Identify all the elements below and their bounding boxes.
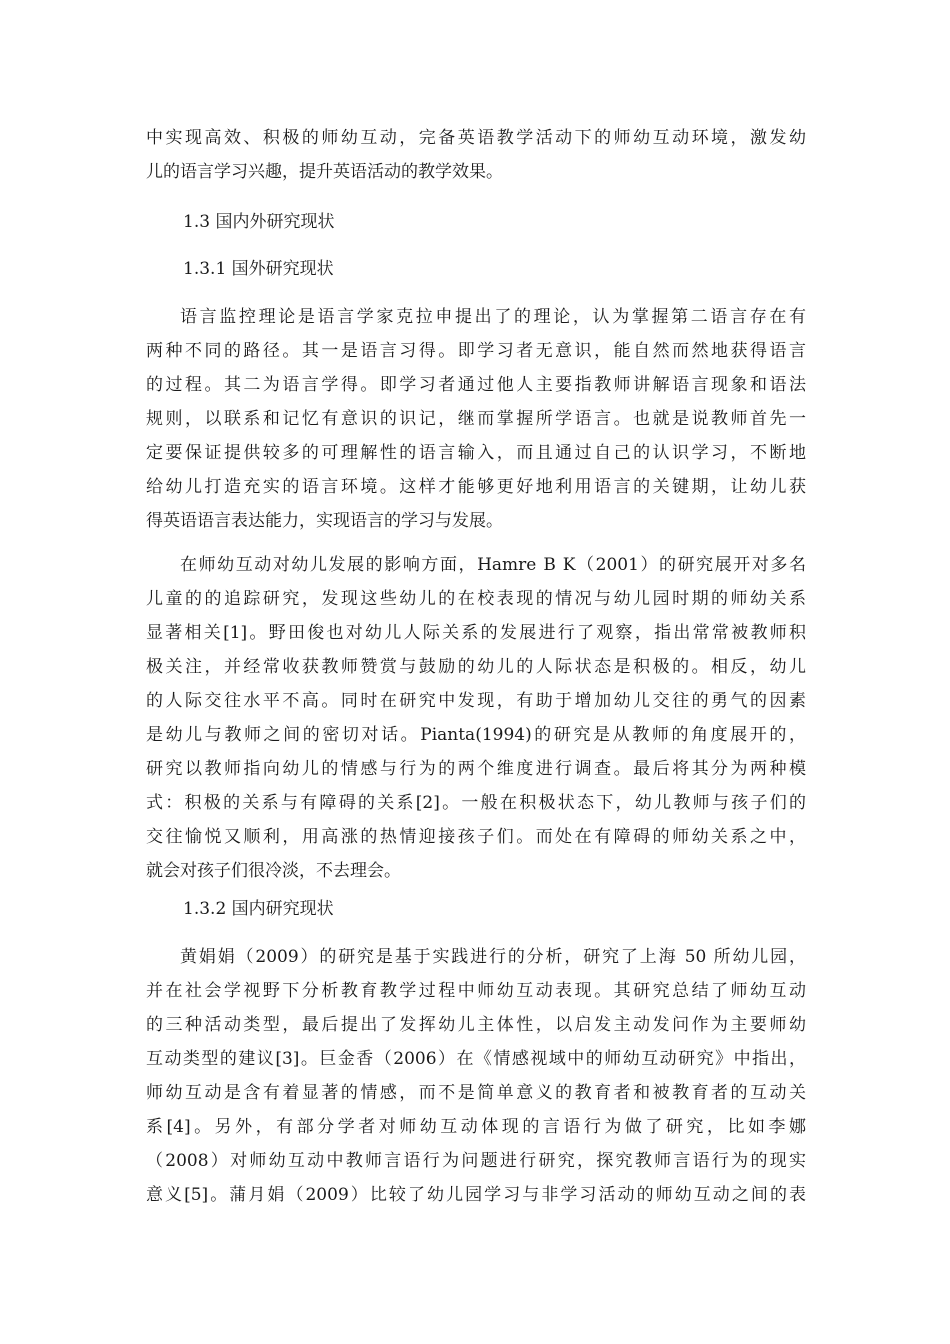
paragraph-line: 的过程。其二为语言学得。即学习者通过他人主要指教师讲解语言现象和语法 <box>146 375 806 395</box>
paragraph-line: 定要保证提供较多的可理解性的语言输入，而且通过自己的认识学习，不断地 <box>146 443 806 463</box>
paragraph-line: （2008）对师幼互动中教师言语行为问题进行研究，探究教师言语行为的现实 <box>146 1151 806 1171</box>
paragraph-line: 儿童的的追踪研究，发现这些幼儿的在校表现的情况与幼儿园时期的师幼关系 <box>146 589 806 609</box>
paragraph-intro <box>146 121 806 189</box>
paragraph-line: 师幼互动是含有着显著的情感，而不是简单意义的教育者和被教育者的互动关 <box>146 1083 806 1103</box>
paragraph-line: 中实现高效、积极的师幼互动，完备英语教学活动下的师幼互动环境，激发幼 <box>146 128 806 148</box>
section-heading-1-3: 1.3 国内外研究现状 <box>183 212 335 232</box>
paragraph-line: 的人际交往水平不高。同时在研究中发现，有助于增加幼儿交往的勇气的因素 <box>146 691 806 711</box>
paragraph-line: 互动类型的建议[3]。巨金香（2006）在《情感视域中的师幼互动研究》中指出， <box>146 1049 806 1069</box>
paragraph-foreign-research <box>146 548 806 888</box>
paragraph-line: 交往愉悦又顺利，用高涨的热情迎接孩子们。而处在有障碍的师幼关系之中， <box>146 827 806 847</box>
paragraph-line: 并在社会学视野下分析教育教学过程中师幼互动表现。其研究总结了师幼互动 <box>146 981 806 1001</box>
paragraph-line: 黄娟娟（2009）的研究是基于实践进行的分析，研究了上海 50 所幼儿园， <box>180 947 806 967</box>
paragraph-line: 意义[5]。蒲月娟（2009）比较了幼儿园学习与非学习活动的师幼互动之间的表 <box>146 1185 806 1205</box>
section-heading-1-3-2: 1.3.2 国内研究现状 <box>183 899 334 919</box>
paragraph-line: 式：积极的关系与有障碍的关系[2]。一般在积极状态下，幼儿教师与孩子们的 <box>146 793 806 813</box>
paragraph-line: 是幼儿与教师之间的密切对话。Pianta(1994)的研究是从教师的角度展开的， <box>146 725 806 745</box>
paragraph-line: 规则，以联系和记忆有意识的识记，继而掌握所学语言。也就是说教师首先一 <box>146 409 806 429</box>
paragraph-line: 儿的语言学习兴趣，提升英语活动的教学效果。 <box>146 162 503 182</box>
section-heading-1-3-1: 1.3.1 国外研究现状 <box>183 259 334 279</box>
paragraph-line: 两种不同的路径。其一是语言习得。即学习者无意识，能自然而然地获得语言 <box>146 341 806 361</box>
paragraph-line: 给幼儿打造充实的语言环境。这样才能够更好地利用语言的关键期，让幼儿获 <box>146 477 806 497</box>
paragraph-line: 系[4]。另外，有部分学者对师幼互动体现的言语行为做了研究，比如李娜 <box>146 1117 806 1137</box>
paragraph-line: 在师幼互动对幼儿发展的影响方面，Hamre B K（2001）的研究展开对多名 <box>180 555 806 575</box>
paragraph-line: 极关注，并经常收获教师赞赏与鼓励的幼儿的人际状态是积极的。相反，幼儿 <box>146 657 806 677</box>
paragraph-line: 显著相关[1]。野田俊也对幼儿人际关系的发展进行了观察，指出常常被教师积 <box>146 623 806 643</box>
paragraph-domestic-research <box>146 940 806 1212</box>
paragraph-line: 得英语语言表达能力，实现语言的学习与发展。 <box>146 511 503 531</box>
paragraph-monitor-theory <box>146 300 806 538</box>
paragraph-line: 就会对孩子们很冷淡，不去理会。 <box>146 861 401 881</box>
paragraph-line: 研究以教师指向幼儿的情感与行为的两个维度进行调查。最后将其分为两种模 <box>146 759 806 779</box>
paragraph-line: 的三种活动类型，最后提出了发挥幼儿主体性，以启发主动发问作为主要师幼 <box>146 1015 806 1035</box>
paragraph-line: 语言监控理论是语言学家克拉申提出了的理论，认为掌握第二语言存在有 <box>180 307 806 327</box>
